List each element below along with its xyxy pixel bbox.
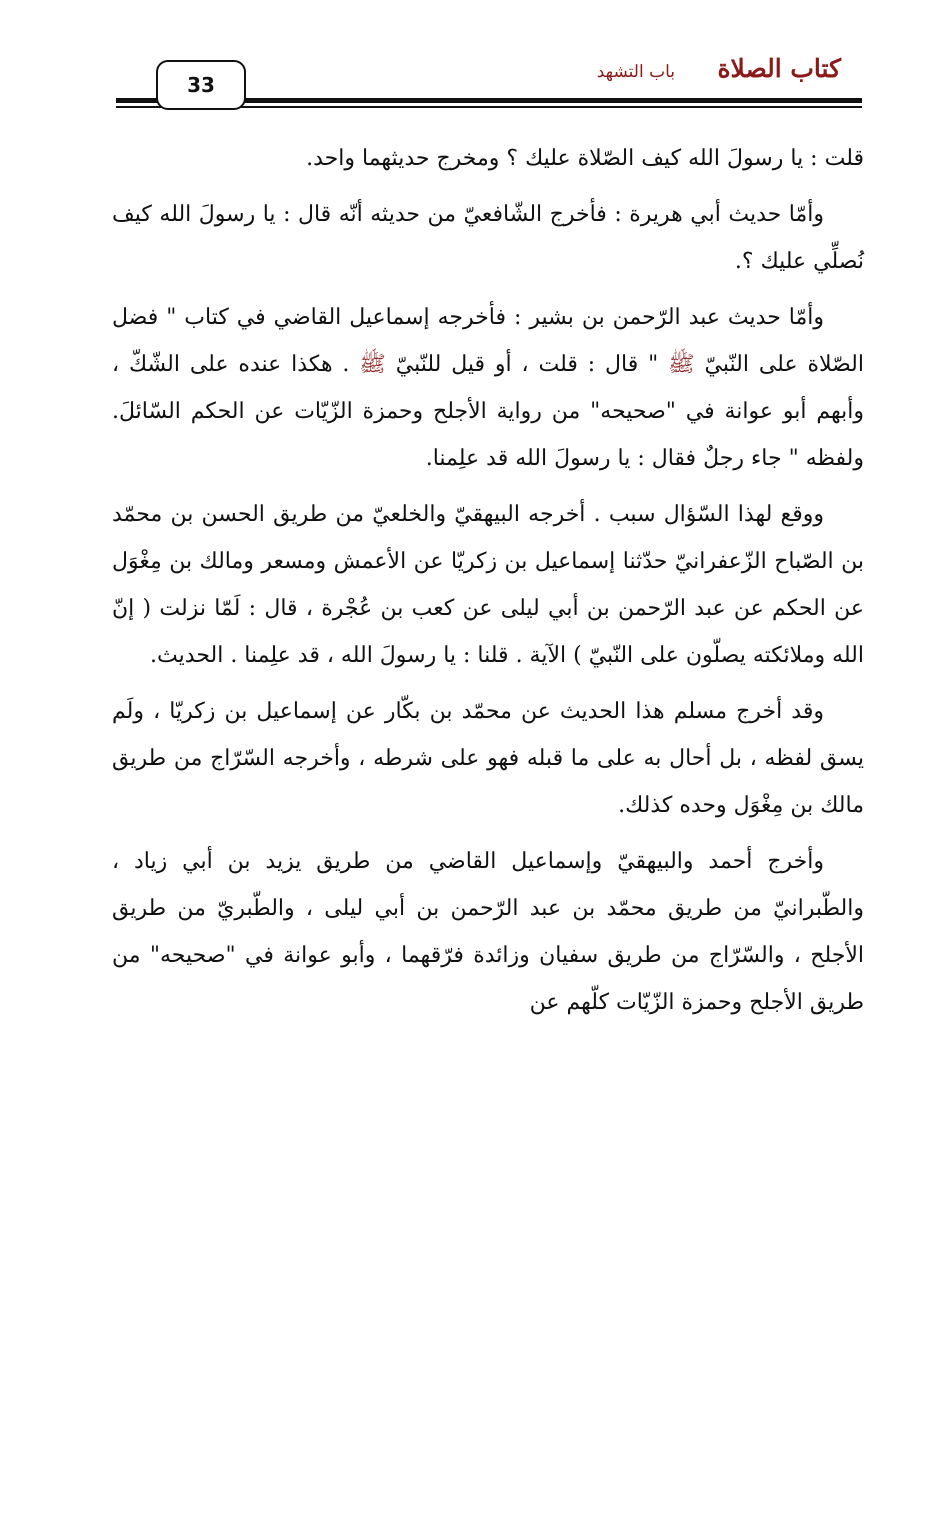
paragraph-5: وقد أخرج مسلم هذا الحديث عن محمّد بن بكّار عن إسماعيل بن زكريّا ، ولَم يسق لفظه ، بل أحال به على ما قبله فهو على شرطه ، وأخرجه السّرّاج من طريق مالك بن مِغْوَل وحده كذلك. xyxy=(112,699,864,818)
paragraph-4: ووقع لهذا السّؤال سبب . أخرجه البيهقيّ والخلعيّ من طريق الحسن بن محمّد بن الصّباح الزّعفرانيّ حدّثنا إسماعيل بن زكريّا عن الأعمش ومسعر ومالك بن مِغْوَل عن الحكم عن عبد الرّحمن بن أبي ليلى عن كعب بن عُجْرة ، قال : لَمّا نزلت ( إنّ الله وملائكته يصلّون على النّبيّ ) الآية . قلنا : يا رسولَ الله ، قد علِمنا . الحديث. xyxy=(112,502,864,668)
paragraph-2: وأمّا حديث أبي هريرة : فأخرج الشّافعيّ من حديثه أنّه قال : يا رسولَ الله كيف نُصلِّي عليك ؟. xyxy=(112,202,864,274)
paragraph-3-part-a: وأمّا حديث عبد الرّحمن بن بشير : فأخرجه إسماعيل القاضي في كتاب " فضل الصّلاة على النّبيّ xyxy=(112,305,864,377)
page-header xyxy=(0,0,945,120)
page-body xyxy=(112,135,864,1035)
page-number-badge: 33 xyxy=(156,60,246,110)
chapter-title: باب التشهد xyxy=(596,62,675,82)
salla-allahu-alayhi-glyph: ﷺ xyxy=(668,352,695,377)
paragraph-6: وأخرج أحمد والبيهقيّ وإسماعيل القاضي من طريق يزيد بن أبي زياد ، والطّبرانيّ من طريق محمّد بن عبد الرّحمن بن أبي ليلى ، والطّبريّ من طريق الأجلح ، والسّرّاج من طريق سفيان وزائدة فرّقهما ، وأبو عوانة في "صحيحه" من طريق الأجلح وحمزة الزّيّات كلّهم عن xyxy=(112,849,864,1015)
salla-allahu-alayhi-glyph: ﷺ xyxy=(359,352,386,377)
book-title: كتاب الصلاة xyxy=(717,54,841,83)
paragraph-3 xyxy=(112,294,864,482)
paragraph-3-part-b: " قال : قلت ، أو قيل للنّبيّ xyxy=(385,352,669,377)
paragraph-1: قلت : يا رسولَ الله كيف الصّلاة عليك ؟ ومخرج حديثهما واحد. xyxy=(306,146,864,171)
paragraph-3-part-c: . هكذا عنده على الشّكّ ، وأبهم أبو عوانة في "صحيحه" من رواية الأجلح وحمزة الزّيّات عن الحكم السّائلَ. ولفظه " جاء رجلٌ فقال : يا رسولَ الله قد علِمنا. xyxy=(112,352,864,471)
